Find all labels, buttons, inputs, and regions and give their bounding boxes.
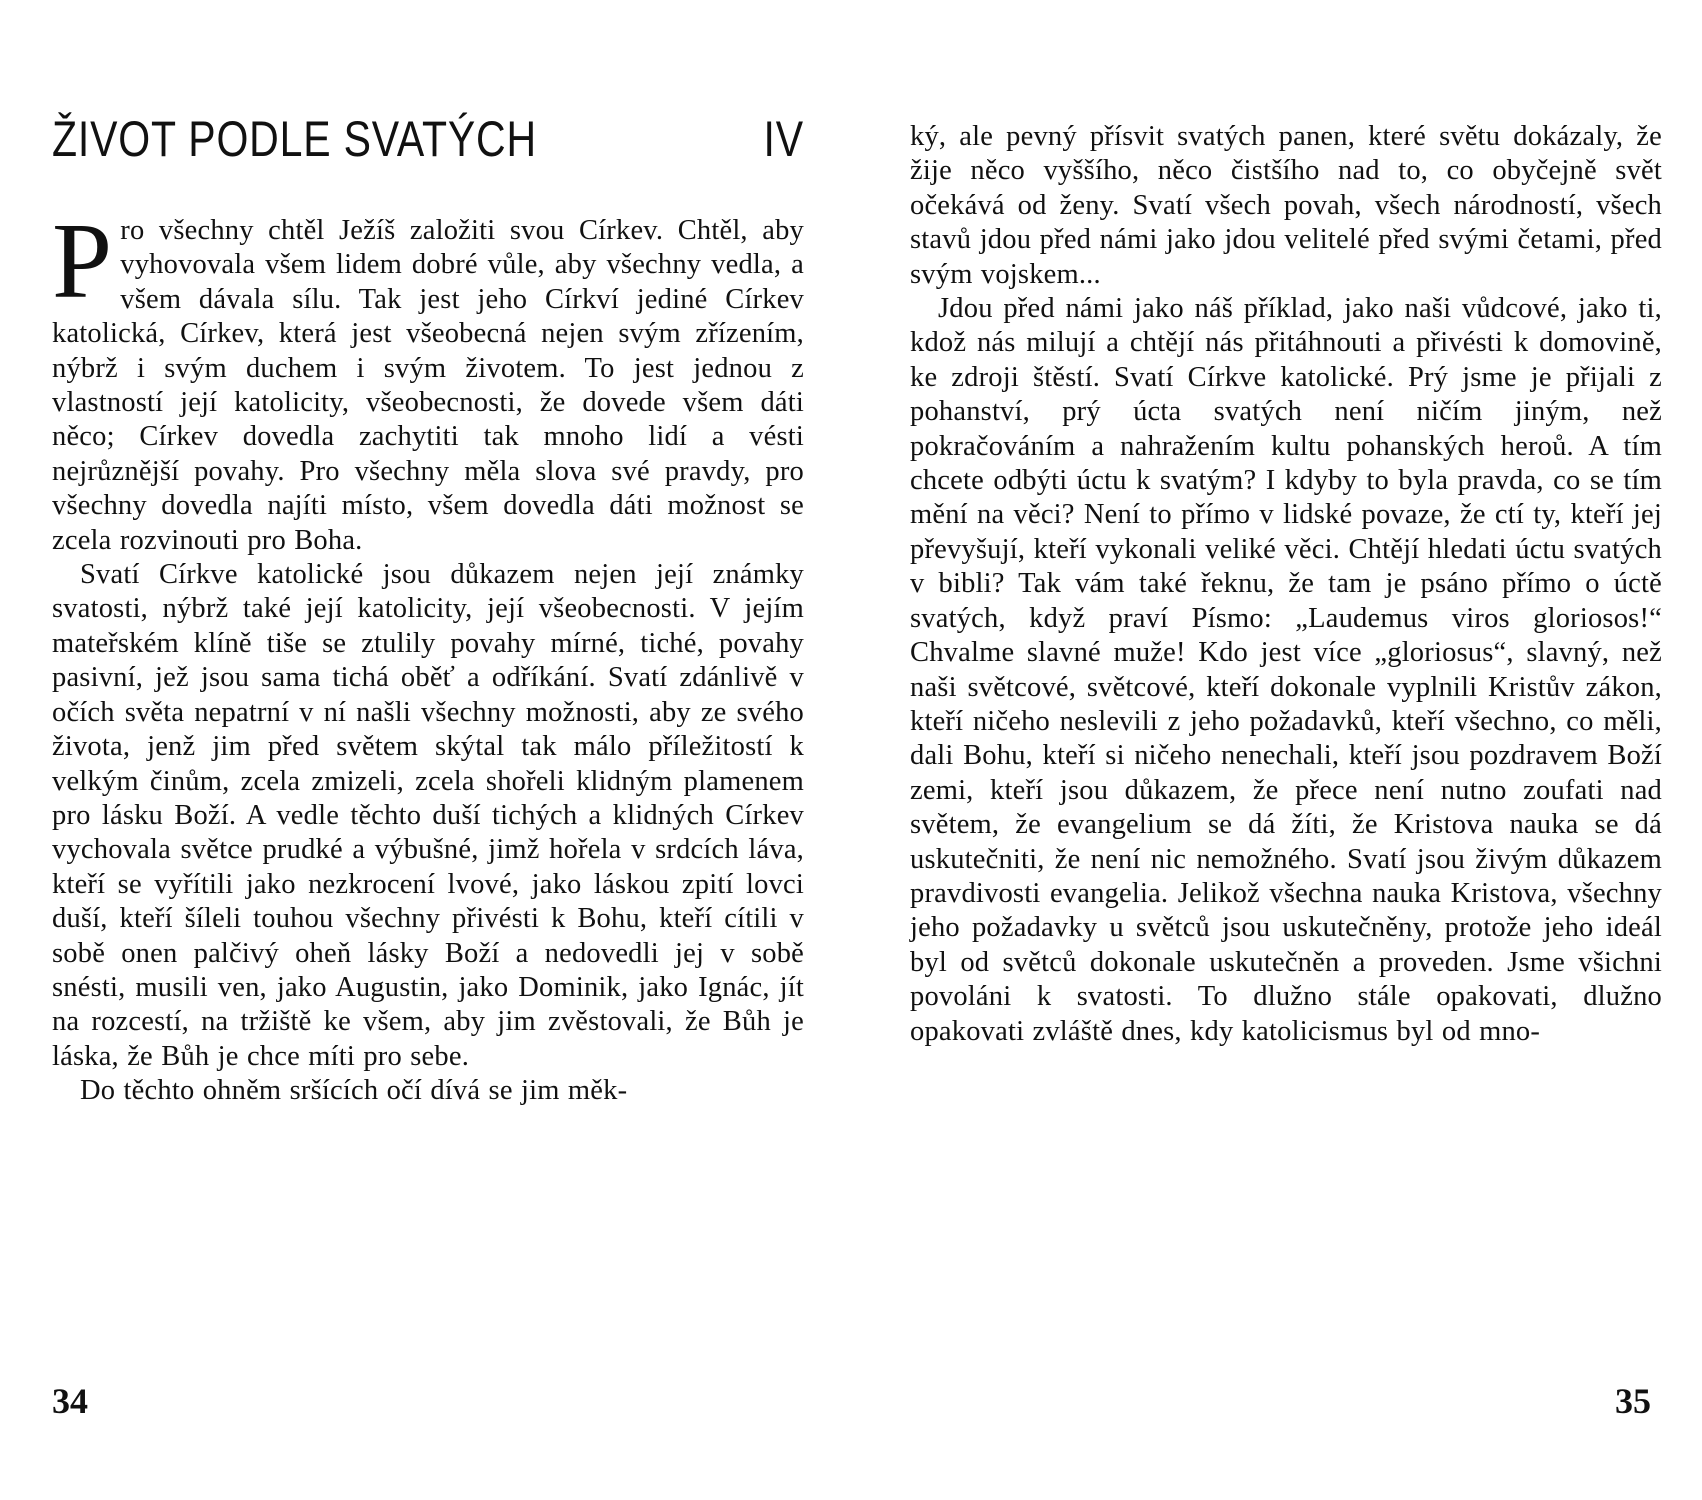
left-body-text: [52, 202, 804, 1109]
drop-cap: P: [52, 202, 113, 321]
page-number-left: 34: [52, 1381, 88, 1421]
right-body-text: [910, 120, 1662, 1049]
chapter-numeral: IV: [763, 111, 804, 167]
chapter-heading: [52, 110, 804, 168]
paragraph-continuation: ký, ale pevný přísvit svatých panen, které světu dokázaly, že žije něco vyššího, něco čistšího nad to, co obyčejně svět očekává od ženy. Svatí všech povah, všech národností, všech stavů jdou před námi jako jdou velitelé před svými četami, před svým vojskem...: [910, 121, 1662, 290]
paragraph-1: [52, 202, 804, 558]
paragraph-3-start: Do těchto ohněm sršících očí dívá se jim měk-: [80, 1075, 628, 1107]
chapter-title: ŽIVOT PODLE SVATÝCH: [52, 111, 537, 167]
page-number-right: 35: [1615, 1381, 1651, 1421]
paragraph-4: Jdou před námi jako náš příklad, jako naši vůdcové, jako ti, kdož nás milují a chtějí nás přitáhnouti a přivésti k domovině, ke zdroji štěstí. Svatí Církve katolické. Prý jsme je přijali z pohanství, prý úcta svatých není ničím jiným, než pokračováním a nahražením kultu pohanských heroů. A tím chcete odbýti úctu k svatým? I kdyby to byla pravda, co se tím mění na věci? Není to přímo v lidské povaze, že ctí ty, kteří jej převyšují, kteří vykonali veliké věci. Chtějí hledati úctu svatých v bibli? Tak vám také řeknu, že tam je psáno přímo o úctě svatých, když praví Písmo: „Laudemus viros gloriosos!“ Chvalme slavné muže! Kdo jest více „gloriosus“, slavný, než naši světcové, světcové, kteří dokonale vyplnili Kristův zákon, kteří ničeho neslevili z jeho požadavků, kteří všechno, co měli, dali Bohu, kteří si ničeho nenechali, kteří jsou pozdravem Boží zemi, kteří jsou důkazem, že přece není nutno zoufati nad světem, že evangelium se dá žíti, že Kristova nauka se dá uskutečniti, že není nic nemožného. Svatí jsou živým důkazem pravdivosti evangelia. Jelikož všechna nauka Kristova, všechny jeho požadavky u světců jsou uskutečněny, protože jeho ideál byl od světců dokonale uskutečněn a proveden. Jsme všichni povoláni k svatosti. To dlužno stále opakovati, dlužno opakovati zvláště dnes, kdy katolicismus byl od mno-: [910, 293, 1662, 1047]
paragraph-1-text: ro všechny chtěl Ježíš založiti svou Církev. Chtěl, aby vyhovovala všem lidem dobré vůle, aby všechny vedla, a všem dávala sílu. Tak jest jeho Církví jediné Církev katolická, Církev, která jest všeobecná nejen svým zřízením, nýbrž i svým duchem i svým životem. To jest jednou z vlastností její katolicity, všeobecnosti, že dovede všem dáti něco; Církev dovedla zachytiti tak mnoho lidí a vésti nejrůznější povahy. Pro všechny měla slova své pravdy, pro všechny dovedla najíti místo, všem dovedla dáti možnost se zcela rozvinouti pro Boha.: [52, 215, 804, 556]
paragraph-2: Svatí Církve katolické jsou důkazem nejen její známky svatosti, nýbrž také její katolicity, její všeobecnosti. V jejím mateřském klíně tiše se ztulily povahy mírné, tiché, povahy pasivní, jež jsou sama tichá oběť a odříkání. Svatí zdánlivě v očích světa nepatrní v ní našli všechny možnosti, aby ze svého života, jenž jim před světem skýtal tak málo příležitostí k velkým činům, zcela zmizeli, zcela shořeli klidným plamenem pro lásku Boží. A vedle těchto duší tichých a klidných Církev vychovala světce prudké a výbušné, jimž hořela v srdcích láva, kteří se vyřítili jako nezkrocení lvové, jako láskou zpití lovci duší, kteří šíleli touhou všechny přivésti k Bohu, kteří cítili v sobě onen palčivý oheň lásky Boží a nedovedli jej v sobě snésti, musili ven, jako Augustin, jako Dominik, jako Ignác, jít na rozcestí, na tržiště ke všem, aby jim zvěstovali, že Bůh je láska, že Bůh je chce míti pro sebe.: [52, 559, 804, 1072]
right-page: [851, 0, 1702, 1500]
